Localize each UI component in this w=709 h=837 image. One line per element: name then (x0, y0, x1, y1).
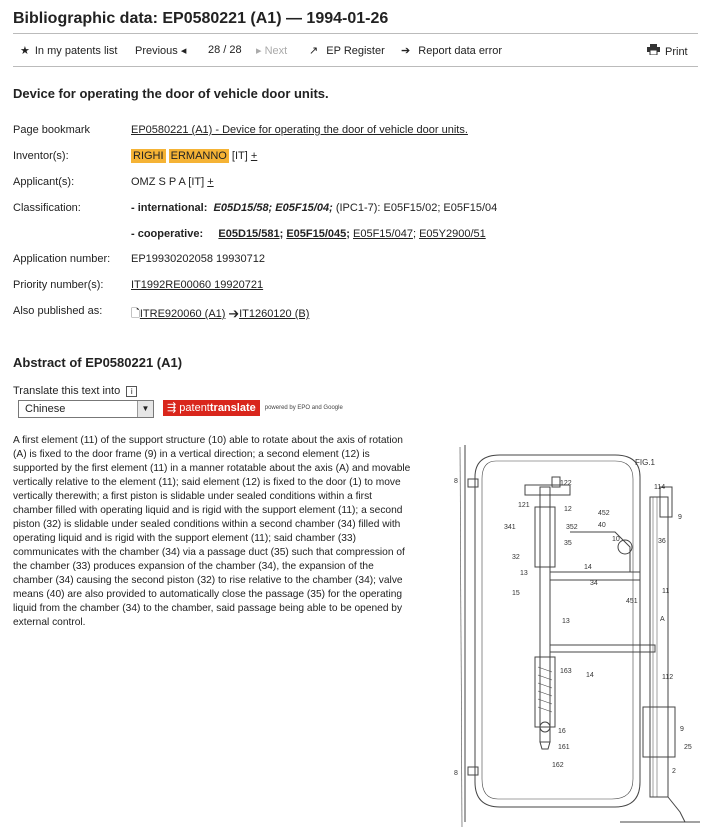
drawing-number: 112 (662, 674, 674, 681)
application-value: EP19930202058 19930712 (131, 253, 265, 265)
bookmark-link[interactable]: EP0580221 (A1) - Device for operating the door of vehicle door units. (131, 124, 468, 136)
drawing-number: 8 (454, 478, 458, 485)
inventor-label: Inventor(s): (13, 150, 69, 162)
triangle-right-icon: ▸ (256, 45, 262, 57)
print-button[interactable]: Print (647, 44, 688, 58)
triangle-left-icon: ◂ (180, 45, 187, 57)
classification-label: Classification: (13, 202, 81, 214)
info-icon[interactable]: i (126, 386, 137, 397)
cooperative-code-link[interactable]: E05D15/581 (218, 228, 280, 240)
ep-register-link[interactable]: ↗ EP Register (309, 45, 385, 57)
drawing-number: 9 (678, 514, 682, 521)
drawing-number: 12 (564, 506, 572, 513)
cooperative-code-link[interactable]: E05F15/045 (286, 228, 347, 240)
language-select[interactable]: Chinese ▼ (18, 400, 154, 418)
drawing-number: 34 (590, 580, 598, 587)
priority-label: Priority number(s): (13, 279, 104, 291)
page-title: Bibliographic data: EP0580221 (A1) — 1994-01-26 (13, 10, 389, 27)
drawing-number: 11 (662, 588, 670, 595)
priority-link[interactable]: IT1992RE00060 19920721 (131, 279, 264, 291)
drawing-number: 452 (598, 510, 610, 517)
drawing-number: 163 (560, 668, 572, 675)
cooperative-label: - cooperative: (131, 228, 204, 240)
powered-by-text: powered by EPO and Google (264, 405, 343, 411)
document-icon: 🗋 (131, 308, 140, 320)
next-button[interactable]: ▸ Next (256, 45, 288, 57)
cooperative-code-link[interactable]: E05Y2900/51 (419, 228, 486, 240)
applicant-expand-link[interactable]: + (207, 176, 214, 188)
drawing-number: 16 (558, 728, 566, 735)
drawing-number: 32 (512, 554, 520, 561)
chevron-down-icon[interactable]: ▼ (137, 401, 153, 417)
drawing-number: 40 (598, 522, 606, 529)
arrow-right-icon: ➔ (228, 308, 240, 320)
toolbar (13, 33, 698, 67)
also-published-label: Also published as: (13, 305, 103, 317)
drawing-number: 15 (512, 590, 520, 597)
drawing-number: 9 (680, 726, 684, 733)
my-patents-button[interactable]: ★ In my patents list (20, 45, 118, 57)
drawing-number: 122 (560, 480, 572, 487)
star-icon: ★ (20, 45, 30, 57)
figure-label: FIG.1 (635, 458, 656, 467)
drawing-number: 14 (584, 564, 592, 571)
drawing-number: 8 (454, 770, 458, 777)
abstract-title: Abstract of EP0580221 (A1) (13, 355, 183, 370)
drawing-number: 36 (658, 538, 666, 545)
printer-icon (647, 44, 660, 58)
drawing-number: 35 (564, 540, 572, 547)
drawing-number: 13 (562, 618, 570, 625)
drawing-number: 451 (626, 598, 638, 605)
patent-drawing (440, 437, 705, 832)
abstract-text: A first element (11) of the support structure (10) able to rotate about the axis of rotation (A) is fixed to the door frame (9) in a vertical direction; a second element (12) is supported by the first element (11) in a manner rotatable about the axis (A) and movable vertically relative to the element (11); said element (12) is fixed to the door (1) to move vertically therewith; a first piston is slidable under sealed conditions within a first chamber filled with operating liquid and is rigid with the support element (11); a second piston (32) is slidable under sealed conditions within a second chamber (34) filled with operating liquid and is rigid with the support element (11); said chamber (33) communicates with the chamber (34) via a passage duct (35) such that compression of the chamber (33) produces expansion of the chamber (34), the expansion of the chamber (34) causing the second piston (32) to rise relative to the chamber (34); valve means (40) are also provided to automatically close the passage (35) for the operating liquid from the chamber (34) to the chamber, said passage being able to be opened by external control. (13, 435, 411, 628)
cooperative-code-link[interactable]: E05F15/047 (353, 228, 413, 240)
drawing-number: 161 (558, 744, 570, 751)
drawing-number: 10 (612, 536, 620, 543)
drawing-number: 14 (586, 672, 594, 679)
previous-button[interactable]: Previous ◂ (135, 45, 187, 57)
international-main-codes: E05D15/58; E05F15/04; (213, 202, 333, 214)
also-published-link[interactable]: IT1260120 (B) (239, 308, 310, 320)
inventor-last-name: ERMANNO (170, 150, 227, 162)
drawing-number: 121 (518, 502, 530, 509)
arrow-right-icon: ➔ (401, 45, 411, 57)
inventor-first-name: RIGHI (133, 150, 164, 162)
drawing-number: 25 (684, 744, 692, 751)
inventor-expand-link[interactable]: + (250, 150, 258, 162)
translate-label-row: Translate this text into i (13, 385, 137, 397)
drawing-number: 2 (672, 768, 676, 775)
also-published-link[interactable]: ITRE920060 (A1) (139, 308, 226, 320)
applicant-value: OMZ S P A [IT] (131, 176, 205, 188)
bookmark-label: Page bookmark (13, 124, 91, 136)
page-counter: 28 / 28 (208, 44, 242, 56)
drawing-number: 341 (504, 524, 516, 531)
arrow-up-right-icon: ↗ (309, 45, 319, 57)
application-label: Application number: (13, 253, 111, 265)
drawing-number: 114 (654, 484, 666, 491)
logo-arrow-icon: ⇶ (167, 402, 177, 414)
drawing-number: A (660, 616, 665, 623)
international-label: - international: (131, 202, 208, 214)
international-ipc-codes: (IPC1-7): E05F15/02; E05F15/04 (335, 202, 498, 214)
patenttranslate-logo[interactable]: ⇶ patenttranslate powered by EPO and Google (163, 400, 343, 416)
drawing-number: 13 (520, 570, 528, 577)
applicant-label: Applicant(s): (13, 176, 75, 188)
inventor-country: [IT] (231, 150, 248, 162)
drawing-number: 162 (552, 762, 564, 769)
report-error-link[interactable]: ➔ Report data error (401, 45, 503, 57)
document-title: Device for operating the door of vehicle door units. (13, 86, 329, 101)
drawing-number: 352 (566, 524, 578, 531)
